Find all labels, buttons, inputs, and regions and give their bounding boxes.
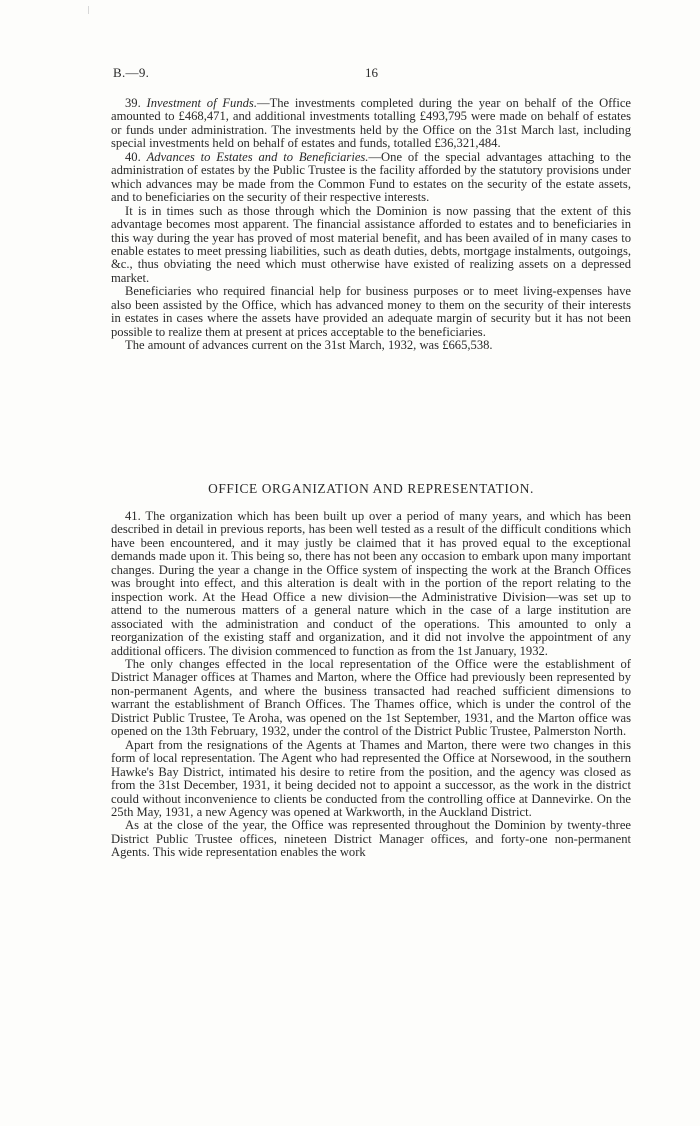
paragraph-39 — [111, 97, 631, 151]
paragraph-text: Beneficiaries who required financial help for business purposes or to meet living-expenses have also been assisted by the Office, which has advanced money to them on the security of their interests in estates in cases where the assets have provided an adequate margin of security but it has not been possible to realize them at present at prices acceptable to the beneficiaries. — [111, 284, 631, 339]
paragraph: As at the close of the year, the Office was represented throughout the Dominion by twenty-three District Public Trustee offices, nineteen District Manager offices, and forty-one non-permanent Agents. This wide representation enables the work — [111, 818, 631, 860]
paragraph-number: 40. — [125, 149, 147, 164]
paragraph-text: It is in times such as those through which the Dominion is now passing that the extent of this advantage becomes most apparent. The financial assistance afforded to estates and to beneficiaries in this way during the year has proved of most material benefit, and has been availed of in many cases to enable estates to meet pressing liabilities, such as death duties, debts, mortgage instalments, outgoings, &c., thus obviating the need which must otherwise have existed of realizing assets on a depressed market. — [111, 203, 631, 285]
paper-reference: B.—9. — [113, 65, 150, 80]
paragraph — [111, 339, 631, 352]
paragraph-text: —The investments completed during the year on behalf of the Office amounted to £468,471, and additional investments totalling £493,795 were made on behalf of estates or funds under administration. The investments held by the Office on the 31st March last, including special investments held on behalf of estates and funds, totalled £36,321,484. — [111, 96, 631, 151]
page-header — [113, 66, 633, 82]
paragraph-text: —One of the special advantages attaching to the administration of estates by the Public Trustee is the facility afforded by the statutory provisions under which advances may be made from the Common Fund to estates on the security of the estate assets, and to beneficiaries on the security of their respective interests. — [111, 149, 631, 205]
paragraph: Apart from the resignations of the Agents at Thames and Marton, there were two changes in this form of local representation. The Agent who had represented the Office at Norsewood, in the southern Hawke's Bay District, intimated his desire to retire from the position, and the agency was closed as from the 31st December, 1931, it being decided not to appoint a successor, as the work in the district could without inconvenience to clients be conducted from the controlling office at Dannevirke. On the 25th May, 1931, a new Agency was opened at Warkworth, in the Auckland District. — [111, 737, 631, 819]
page-number: 16 — [365, 65, 378, 80]
section-heading: OFFICE ORGANIZATION AND REPRESENTATION. — [208, 481, 534, 496]
paragraph-number: 39. — [125, 96, 147, 110]
paragraph-heading: Investment of Funds. — [146, 96, 257, 110]
paragraph-41: 41. The organization which has been built up over a period of many years, and which has been described in detail in previous reports, has been well tested as a result of the difficult conditions which have been encountered, and it may justly be claimed that it has proved equal to the exceptional demands made upon it. This being so, there has not been any occasion to embark upon many important changes. During the year a change in the Office system of inspecting the work at the Branch Offices was brought into effect, and this alteration is dealt with in the portion of the report relating to the inspection work. At the Head Office a new division—the Administrative Division—was set up to attend to the numerous matters of a general nature which in the case of a large institution are associated with the administration and conduct of the operations. This amounted to only a reorganization of the existing staff and organization, and it did not involve the appointment of any additional officers. The division commenced to function as from the 1st January, 1932. — [111, 509, 631, 658]
paragraph — [111, 285, 631, 339]
paragraph-40 — [111, 151, 631, 205]
paragraph-heading: Advances to Estates and to Beneficiaries. — [146, 149, 369, 164]
paragraph: The only changes effected in the local representation of the Office were the establishment of District Manager offices at Thames and Marton, where the Office had previously been represented by non-permanent Agents, and where the business transacted had reached sufficient dimensions to warrant the establishment of Branch Offices. The Thames office, which is under the control of the District Public Trustee, Te Aroha, was opened on the 1st September, 1931, and the Marton office was opened on the 13th February, 1932, under the control of the District Public Trustee, Palmerston North. — [111, 656, 631, 739]
paragraph — [111, 205, 631, 286]
margin-mark — [88, 6, 89, 14]
body-text-lower — [111, 510, 631, 860]
paragraph-text: The amount of advances current on the 31st March, 1932, was £665,538. — [125, 338, 493, 353]
body-text-upper — [111, 97, 631, 353]
